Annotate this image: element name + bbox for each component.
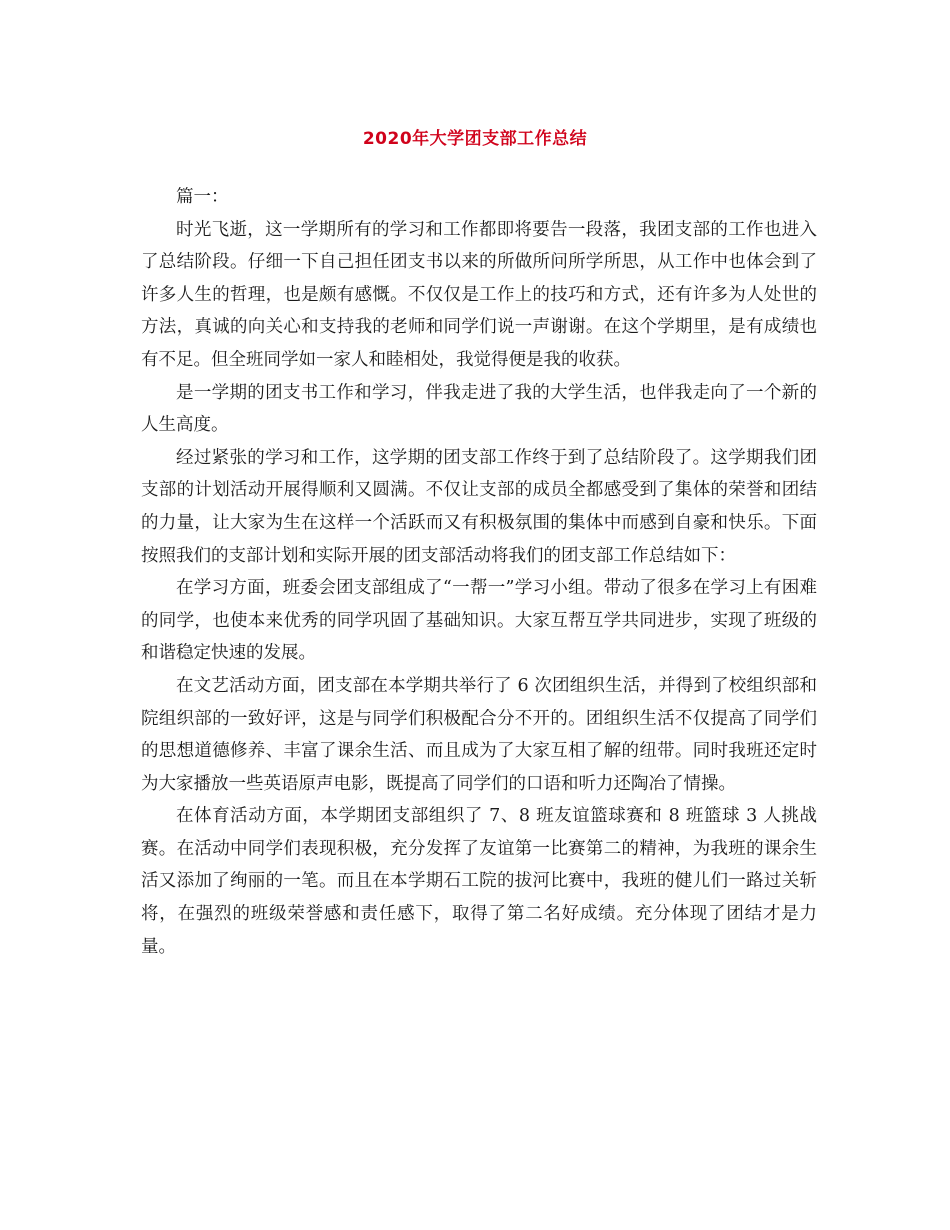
body-paragraph: 时光飞逝，这一学期所有的学习和工作都即将要告一段落，我团支部的工作也进入了总结阶段。仔细一下自己担任团支书以来的所做所问所学所思，从工作中也体会到了许多人生的哲理，也是颇有感慨。不仅仅是工作上的技巧和方式，还有许多为人处世的方法，真诚的向关心和支持我的老师和同学们说一声谢谢。在这个学期里，是有成绩也有不足。但全班同学如一家人和睦相处，我觉得便是我的收获。 <box>141 219 817 370</box>
document-body <box>141 181 817 963</box>
document-title: 2020年大学团支部工作总结 <box>362 129 588 149</box>
body-paragraph: 是一学期的团支书工作和学习，伴我走进了我的大学生活，也伴我走向了一个新的人生高度。 <box>141 382 817 436</box>
section-heading: 篇一： <box>176 187 229 207</box>
body-paragraph: 经过紧张的学习和工作，这学期的团支部工作终于到了总结阶段了。这学期我们团支部的计划活动开展得顺利又圆满。不仅让支部的成员全都感受到了集体的荣誉和团结的力量，让大家为生在这样一个活跃而又有积极氛围的集体中而感到自豪和快乐。下面按照我们的支部计划和实际开展的团支部活动将我们的团支部工作总结如下： <box>141 447 817 566</box>
body-paragraph: 在学习方面，班委会团支部组成了“一帮一”学习小组。带动了很多在学习上有困难的同学，也使本来优秀的同学巩固了基础知识。大家互帮互学共同进步，实现了班级的和谐稳定快速的发展。 <box>141 578 817 664</box>
body-paragraph: 在文艺活动方面，团支部在本学期共举行了 6 次团组织生活，并得到了校组织部和院组织部的一致好评，这是与同学们积极配合分不开的。团组织生活不仅提高了同学们的思想道德修养、丰富了课余生活、而且成为了大家互相了解的纽带。同时我班还定时为大家播放一些英语原声电影，既提高了同学们的口语和听力还陶冶了情操。 <box>141 675 817 794</box>
body-paragraph: 在体育活动方面，本学期团支部组织了 7、8 班友谊篮球赛和 8 班篮球 3 人挑战赛。在活动中同学们表现积极，充分发挥了友谊第一比赛第二的精神，为我班的课余生活又添加了绚丽的一笔。而且在本学期石工院的拔河比赛中，我班的健儿们一路过关斩将，在强烈的班级荣誉感和责任感下，取得了第二名好成绩。充分体现了团结才是力量。 <box>141 806 817 957</box>
